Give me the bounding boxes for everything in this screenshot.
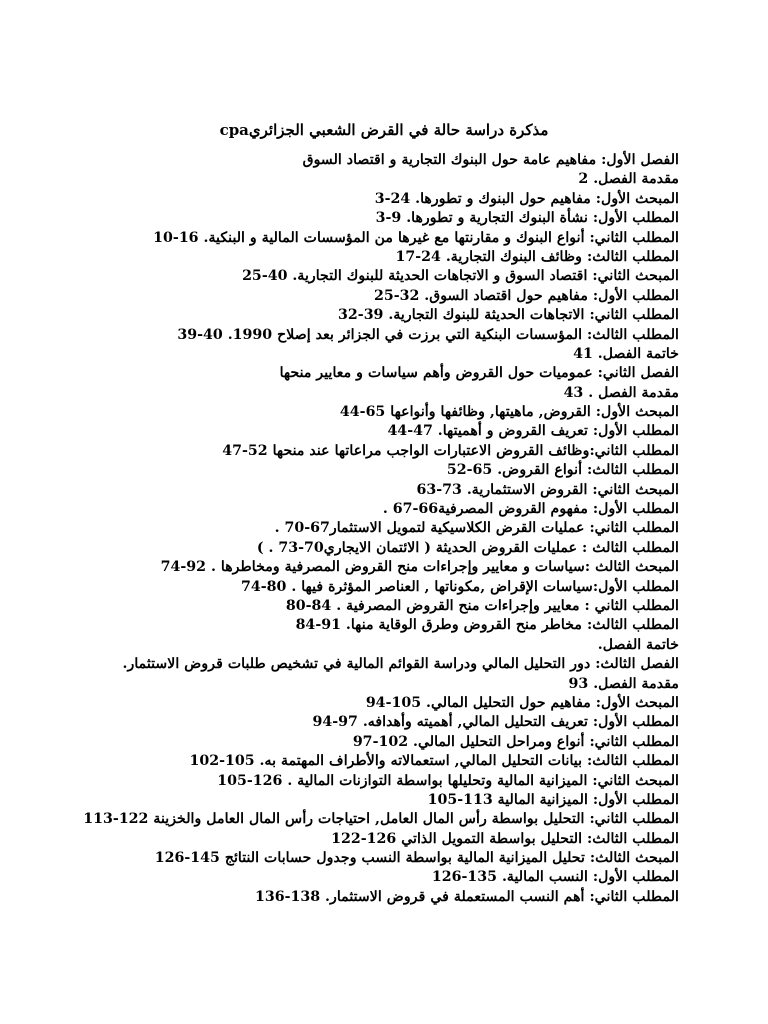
toc-line: المطلب الثاني: أنواع البنوك و مقارنتها مع غيرها من المؤسسات المالية و البنكية. 16-10 [153, 229, 679, 246]
toc-line: المبحث الثاني: الميزانية المالية وتحليلها بواسطة التوازنات المالية . 126-105 [217, 772, 679, 789]
toc-line: المطلب الثاني: الاتجاهات الحديثة للبنوك التجارية. 39-32 [338, 307, 679, 324]
toc-line: المبحث الثاني: اقتصاد السوق و الاتجاهات الحديثة للبنوك التجارية. 40-25 [242, 268, 679, 285]
toc-line: المطلب الثالث: المؤسسات البنكية التي برزت في الجزائر بعد إصلاح 1990. 40-39 [177, 326, 679, 343]
toc-line: المطلب الأول: مفهوم القروض المصرفية66-67 . [382, 501, 679, 518]
toc-line: المطلب الأول: تعريف التحليل المالي, أهميته وأهدافه. 97-94 [312, 714, 679, 731]
toc-line: الفصل الثالث: دور التحليل المالي ودراسة القوائم المالية في تشخيص طلبات قروض الاستثمار. [122, 656, 679, 673]
toc-line: المطلب الثالث: أنواع القروض. 65-52 [446, 462, 679, 479]
table-of-contents [29, 151, 679, 907]
toc-line: الفصل الثاني: عموميات حول القروض وأهم سياسات و معايير منحها [279, 365, 679, 382]
toc-line: المطلب الثاني: أهم النسب المستعملة في قروض الاستثمار. 138-136 [254, 888, 679, 905]
toc-line: المبحث الأول: مفاهيم حول البنوك و تطورها. 24-3 [374, 190, 679, 207]
toc-line: مقدمة الفصل. 2 [578, 171, 679, 188]
toc-line: مقدمة الفصل. 93 [568, 675, 679, 692]
toc-line: المطلب الثالث: بيانات التحليل المالي, استعمالاته والأطراف المهتمة به. 105-102 [189, 753, 679, 770]
toc-line: المطلب الأول: النسب المالية. 135-126 [431, 869, 679, 886]
toc-line: خاتمة الفصل. [597, 636, 679, 653]
toc-line: المطلب الثاني: أنواع ومراحل التحليل المالي. 102-97 [352, 733, 679, 750]
toc-line: المطلب الثالث : عمليات القروض الحديثة ( الائتمان الايجاري70-73 . ) [256, 539, 679, 556]
toc-line: المطلب الثالث: التحليل بواسطة التمويل الذاتي 126-122 [331, 830, 679, 847]
toc-line: المبحث الثالث :سياسات و معايير وإجراءات منح القروض المصرفية ومخاطرها . 92-74 [160, 559, 679, 576]
toc-line: المطلب الأول: تعريف القروض و أهميتها. 47-44 [387, 423, 679, 440]
toc-line: المطلب الأول: الميزانية المالية 113-105 [427, 791, 679, 808]
toc-line: المطلب الأول: مفاهيم حول اقتصاد السوق. 32-25 [373, 287, 679, 304]
toc-line: المبحث الأول: مفاهيم حول التحليل المالي. 105-94 [365, 694, 679, 711]
toc-line: المبحث الثالث: تحليل الميزانية المالية بواسطة النسب وجدول حسابات النتائج 145-126 [154, 850, 679, 867]
document-title: مذكرة دراسة حالة في القرض الشعبي الجزائريcpa [219, 121, 549, 139]
toc-line: المطلب الثاني : معايير وإجراءات منح القروض المصرفية . 84-80 [285, 597, 679, 614]
toc-line: المبحث الأول: القروض, ماهيتها, وظائفها وأنواعها 65-44 [339, 404, 679, 421]
toc-line: المطلب الثاني: عمليات القرض الكلاسيكية لتمويل الاستثمار67-70 . [274, 520, 679, 537]
toc-line: المطلب الأول:سياسات الإقراض ,مكوناتها , العناصر المؤثرة فيها . 80-74 [241, 578, 679, 595]
toc-line: المطلب الثالث: مخاطر منح القروض وطرق الوقاية منها. 91-84 [295, 617, 679, 634]
toc-line: المطلب الثاني: التحليل بواسطة رأس المال العامل, احتياجات رأس المال العامل والخزينة 122-113 [83, 811, 679, 828]
toc-line: مقدمة الفصل . 43 [563, 384, 679, 401]
toc-line: المطلب الثالث: وظائف البنوك التجارية. 24-17 [395, 248, 679, 265]
toc-line: المطلب الثاني:وظائف القروض الاعتبارات الواجب مراعاتها عند منحها 52-47 [222, 442, 679, 459]
toc-line: المطلب الأول: نشأة البنوك التجارية و تطورها. 9-3 [375, 210, 679, 227]
toc-line: الفصل الأول: مفاهيم عامة حول البنوك التجارية و اقتصاد السوق [302, 152, 679, 168]
toc-line: خاتمة الفصل. 41 [573, 345, 679, 362]
toc-line: المبحث الثاني: القروض الاستثمارية. 73-63 [416, 481, 679, 498]
